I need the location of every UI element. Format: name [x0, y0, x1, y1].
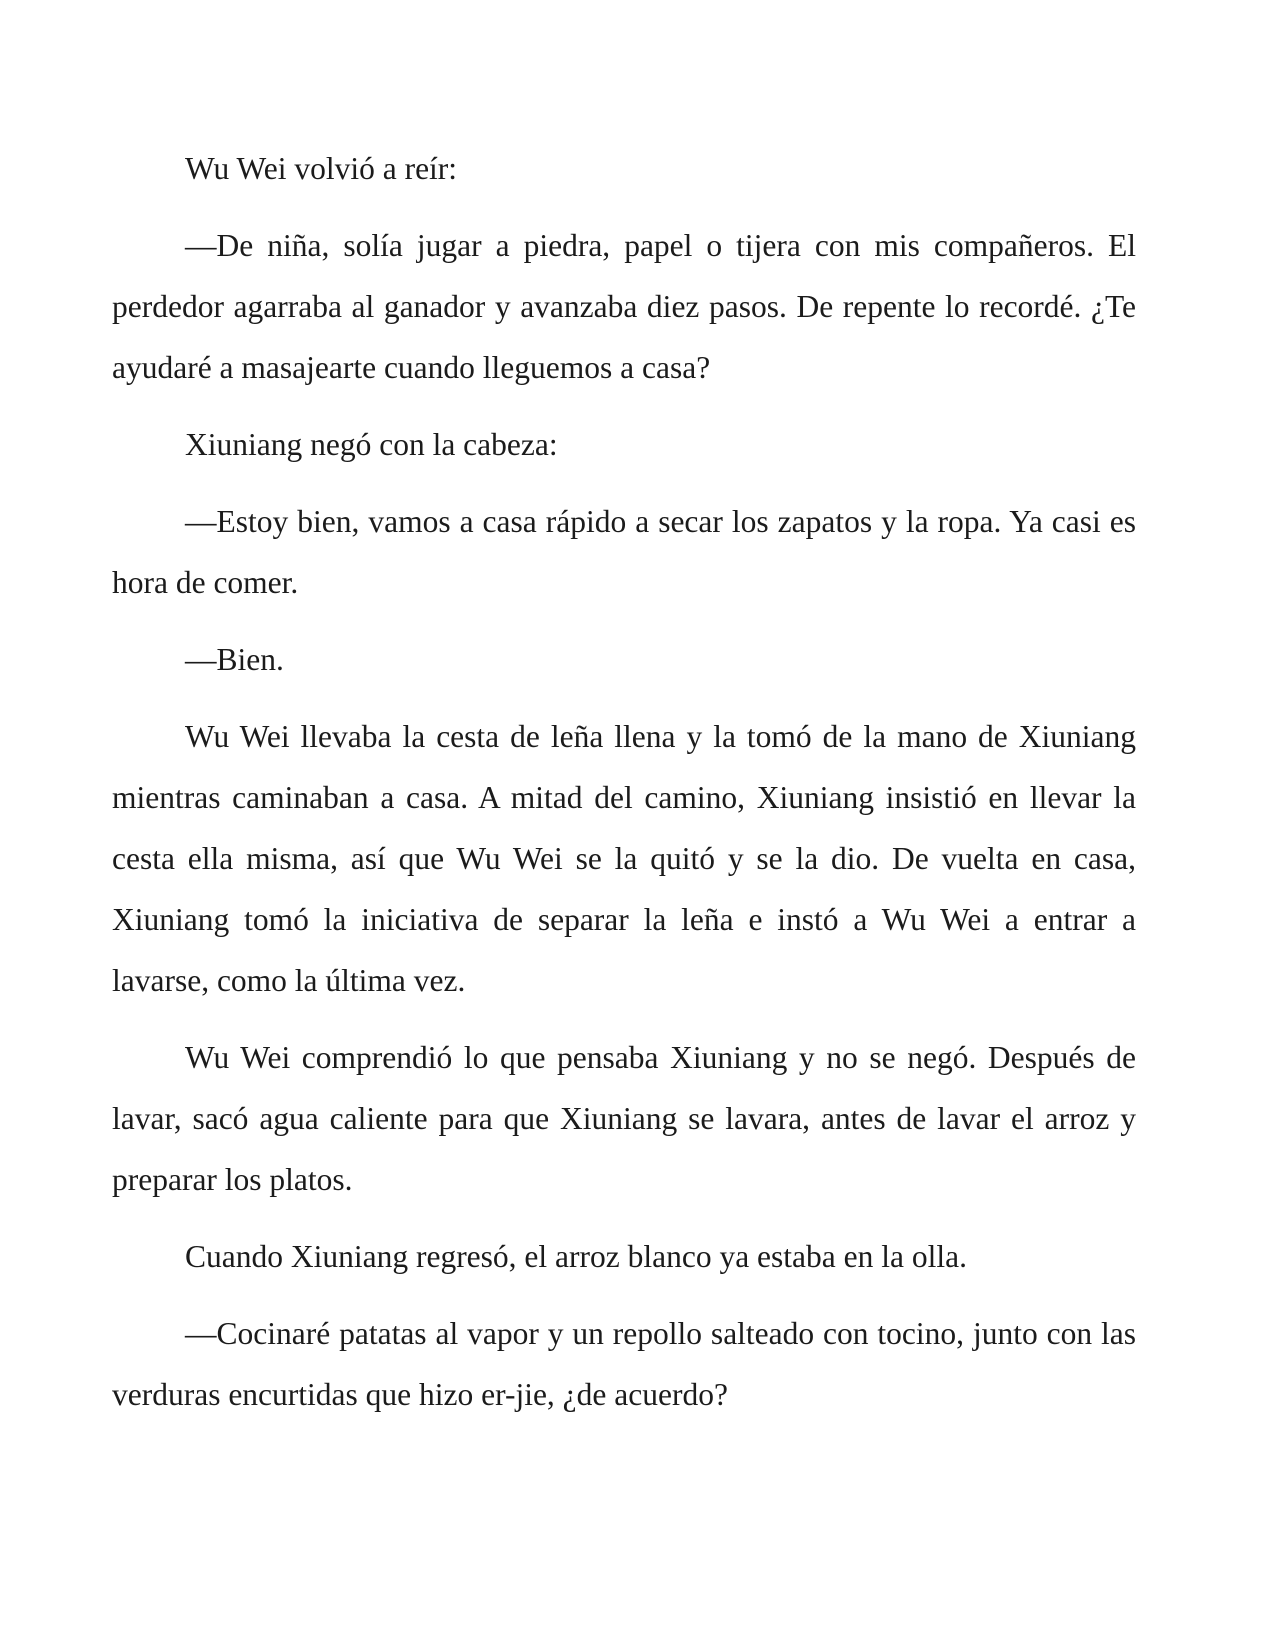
paragraph: —Bien. [185, 642, 284, 677]
paragraph: Cuando Xiuniang regresó, el arroz blanco ya estaba en la olla. [185, 1239, 967, 1274]
paragraph: Wu Wei comprendió lo que pensaba Xiuniang y no se negó. Después de lavar, sacó agua caliente para que Xiuniang se lavara, antes de lavar el arroz y preparar los platos. [112, 1040, 1136, 1197]
paragraph: Xiuniang negó con la cabeza: [185, 427, 558, 462]
paragraph: —Cocinaré patatas al vapor y un repollo salteado con tocino, junto con las verduras encurtidas que hizo er-jie, ¿de acuerdo? [112, 1316, 1136, 1412]
paragraph: —Estoy bien, vamos a casa rápido a secar los zapatos y la ropa. Ya casi es hora de comer. [112, 504, 1136, 600]
paragraph: Wu Wei volvió a reír: [185, 151, 458, 186]
paragraph: Wu Wei llevaba la cesta de leña llena y la tomó de la mano de Xiuniang mientras caminaban a casa. A mitad del camino, Xiuniang insistió en llevar la cesta ella misma, así que Wu Wei se la quitó y se la dio. De vuelta en casa, Xiuniang tomó la iniciativa de separar la leña e instó a Wu Wei a entrar a lavarse, como la última vez. [112, 719, 1136, 998]
paragraph: —De niña, solía jugar a piedra, papel o tijera con mis compañeros. El perdedor agarraba al ganador y avanzaba diez pasos. De repente lo recordé. ¿Te ayudaré a masajearte cuando lleguemos a casa? [112, 228, 1136, 385]
body-text [112, 138, 1136, 1441]
